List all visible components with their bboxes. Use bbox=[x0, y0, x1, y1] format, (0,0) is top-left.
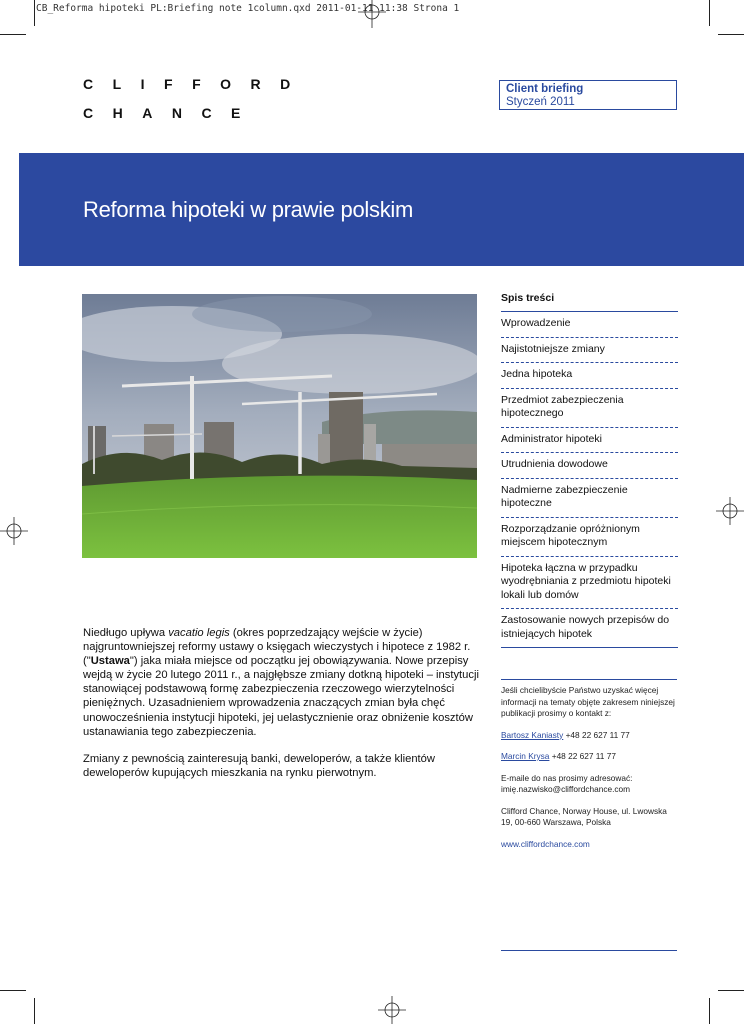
contact-person bbox=[501, 751, 677, 763]
briefing-date: Styczeń 2011 bbox=[506, 96, 575, 108]
contact-name-link[interactable]: Bartosz Kaniasty bbox=[501, 729, 564, 740]
contact-name-link[interactable]: Marcin Krysa bbox=[501, 751, 550, 761]
intro-text-segment: Niedługo upływa bbox=[83, 627, 169, 639]
email-note: E-maile do nas prosimy adresować: imię.nazwisko@cliffordchance.com bbox=[501, 772, 633, 794]
crop-mark bbox=[0, 34, 26, 35]
toc-item[interactable]: Administrator hipoteki bbox=[501, 428, 678, 454]
page-title: Reforma hipoteki w prawie polskim bbox=[83, 197, 414, 222]
crop-mark bbox=[709, 998, 710, 1024]
print-slug-line: CB_Reforma hipoteki PL:Briefing note 1column.qxd 2011-01-11 11:38 Strona 1 bbox=[36, 3, 460, 14]
contact-intro: Jeśli chcielibyście Państwo uzyskać więcej informacji na tematy objęte zakresem niniejszej publikacji prosimy o kontakt z: bbox=[501, 685, 675, 718]
crop-mark bbox=[709, 0, 710, 26]
divider bbox=[501, 679, 677, 680]
construction-cranes-photo bbox=[82, 294, 477, 558]
intro-text-segment: ") jaka miała miejsce od początku jej obowiązywania. Nowe przepisy wejdą w życie 20 lutego 2011 r., a najgłębsze zmiany dotkną hipoteki – instytucji stanowiącej podstawową formę zabezpieczenia rzeczowego wierzytelności pieniężnych. Uzasadnieniem wprowadzenia znaczących zmian była chęć unowocześnienia instytucji hipoteki, jej uelastycznienie oraz obniżenie kosztów ustanawiania tego zabezpieczenia. bbox=[83, 655, 479, 738]
registration-mark-icon bbox=[378, 996, 406, 1024]
crop-mark bbox=[34, 998, 35, 1024]
divider bbox=[501, 950, 677, 951]
toc-item[interactable]: Rozporządzanie opróżnionym miejscem hipotecznym bbox=[501, 518, 678, 557]
toc-heading: Spis treści bbox=[501, 292, 678, 312]
contact-phone: +48 22 627 11 77 bbox=[549, 751, 616, 761]
toc-item[interactable]: Wprowadzenie bbox=[501, 312, 678, 338]
second-paragraph: Zmiany z pewnością zainteresują banki, deweloperów, a także klientów deweloperów kupujących mieszkania na rynku pierwotnym. bbox=[83, 752, 435, 779]
intro-text-segment: (okres poprzedzający wejście w życie) najgruntowniejszej reformy ustawy o księgach wieczystych i hipotece z 1982 r. (" bbox=[83, 627, 471, 668]
toc-item[interactable]: Przedmiot zabezpieczenia hipotecznego bbox=[501, 389, 678, 428]
client-briefing-box bbox=[499, 80, 677, 110]
contact-person bbox=[501, 730, 677, 742]
registration-mark-icon bbox=[358, 0, 386, 28]
toc-item[interactable]: Nadmierne zabezpieczenie hipoteczne bbox=[501, 479, 678, 518]
intro-text bbox=[83, 626, 479, 793]
crop-mark bbox=[34, 0, 35, 26]
logo-clifford: CLIFFORD bbox=[83, 76, 310, 92]
toc-item[interactable]: Hipoteka łączna w przypadku wyodrębniania z przedmiotu hipoteki lokali lub domów bbox=[501, 557, 678, 610]
crop-mark bbox=[718, 34, 744, 35]
toc-item[interactable]: Najistotniejsze zmiany bbox=[501, 338, 678, 364]
intro-text-bold: Ustawa bbox=[90, 655, 130, 668]
contact-box bbox=[501, 685, 677, 860]
registration-mark-icon bbox=[0, 517, 28, 545]
crop-mark bbox=[0, 990, 26, 991]
crop-mark bbox=[718, 990, 744, 991]
briefing-type: Client briefing bbox=[506, 83, 584, 95]
website-link[interactable]: www.cliffordchance.com bbox=[501, 838, 590, 849]
table-of-contents bbox=[501, 292, 678, 648]
registration-mark-icon bbox=[716, 497, 744, 525]
intro-text-italic: vacatio legis bbox=[168, 627, 230, 639]
title-banner bbox=[19, 153, 744, 266]
toc-item[interactable]: Jedna hipoteka bbox=[501, 363, 678, 389]
intro-paragraph bbox=[83, 626, 479, 739]
logo-chance: CHANCE bbox=[83, 105, 260, 121]
toc-item[interactable]: Zastosowanie nowych przepisów do istniejących hipotek bbox=[501, 609, 678, 648]
office-address: Clifford Chance, Norway House, ul. Lwowska 19, 00-660 Warszawa, Polska bbox=[501, 805, 667, 827]
contact-phone: +48 22 627 11 77 bbox=[563, 729, 630, 740]
toc-item[interactable]: Utrudnienia dowodowe bbox=[501, 453, 678, 479]
